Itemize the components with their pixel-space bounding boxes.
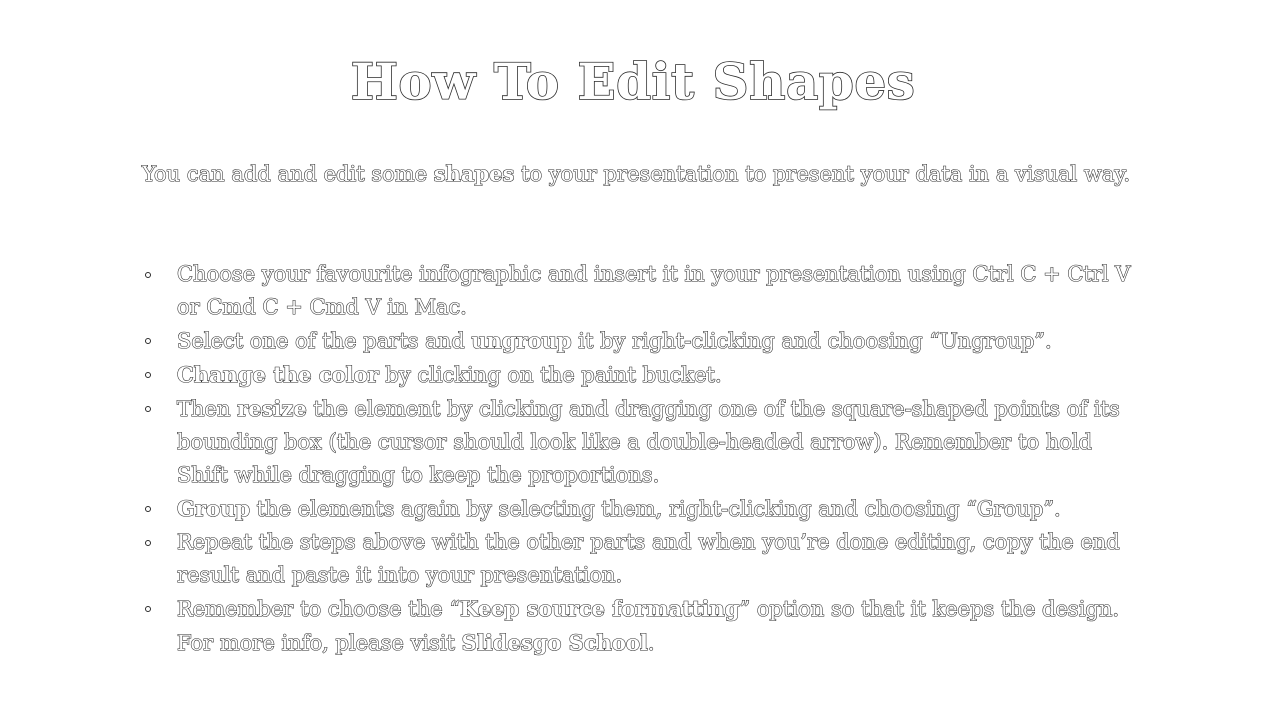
slidesgo-school-link[interactable]: Slidesgo School (461, 630, 648, 655)
step-item-3 (142, 358, 1142, 392)
intro-text-end: to your presentation to present your data in a visual way. (514, 162, 1131, 186)
bullet-icon (145, 272, 151, 278)
bullet-icon (145, 606, 151, 612)
intro-text-start: You can add and edit some (142, 162, 434, 186)
step-1-text: Choose your favourite infographic and insert it in your presentation using Ctrl C + Ctrl V or Cmd C + Cmd V in Mac. (177, 262, 1131, 319)
step-4-bold: resize (237, 396, 307, 421)
bullet-icon (145, 338, 151, 344)
intro-paragraph (142, 160, 1132, 188)
step-5-text-end: the elements again by selecting them, right-clicking and choosing “Group”. (249, 497, 1061, 521)
bullet-icon (145, 540, 151, 546)
step-item-1 (142, 258, 1142, 324)
step-item-5 (142, 492, 1142, 526)
step-4-text-end: the element by clicking and dragging one of the square-shaped points of its bounding box (the cursor should look like a double-headed arrow). Remember to hold Shift while dragging to keep the proportions. (177, 397, 1120, 487)
intro-bold-shapes: shapes (433, 161, 515, 186)
step-2-text-start: Select one of the parts and (177, 329, 472, 353)
step-item-6 (142, 526, 1142, 592)
step-3-text-end: by clicking on the paint bucket. (378, 363, 722, 387)
steps-list (142, 258, 1142, 660)
bullet-icon (145, 506, 151, 512)
step-2-bold: ungroup (471, 328, 572, 353)
step-5-bold: Group (177, 496, 250, 521)
step-7-bold: Keep source formatting (460, 596, 740, 621)
step-7-text-end: . (647, 631, 655, 655)
step-item-4 (142, 392, 1142, 492)
step-item-2 (142, 324, 1142, 358)
step-6-text: Repeat the steps above with the other parts and when you’re done editing, copy the end result and paste it into your presentation. (177, 530, 1120, 587)
slide-title: How To Edit Shapes (350, 52, 916, 111)
step-7-text-start: Remember to choose the “ (177, 597, 461, 621)
step-3-bold: Change the color (177, 362, 379, 387)
step-item-7 (142, 592, 1142, 660)
bullet-icon (145, 372, 151, 378)
step-4-text-start: Then (177, 397, 238, 421)
step-7-text-mid: ” option so that it keeps the design. For more info, please visit (177, 597, 1120, 655)
step-2-text-end: it by right-clicking and choosing “Ungroup”. (571, 329, 1052, 353)
bullet-icon (145, 406, 151, 412)
